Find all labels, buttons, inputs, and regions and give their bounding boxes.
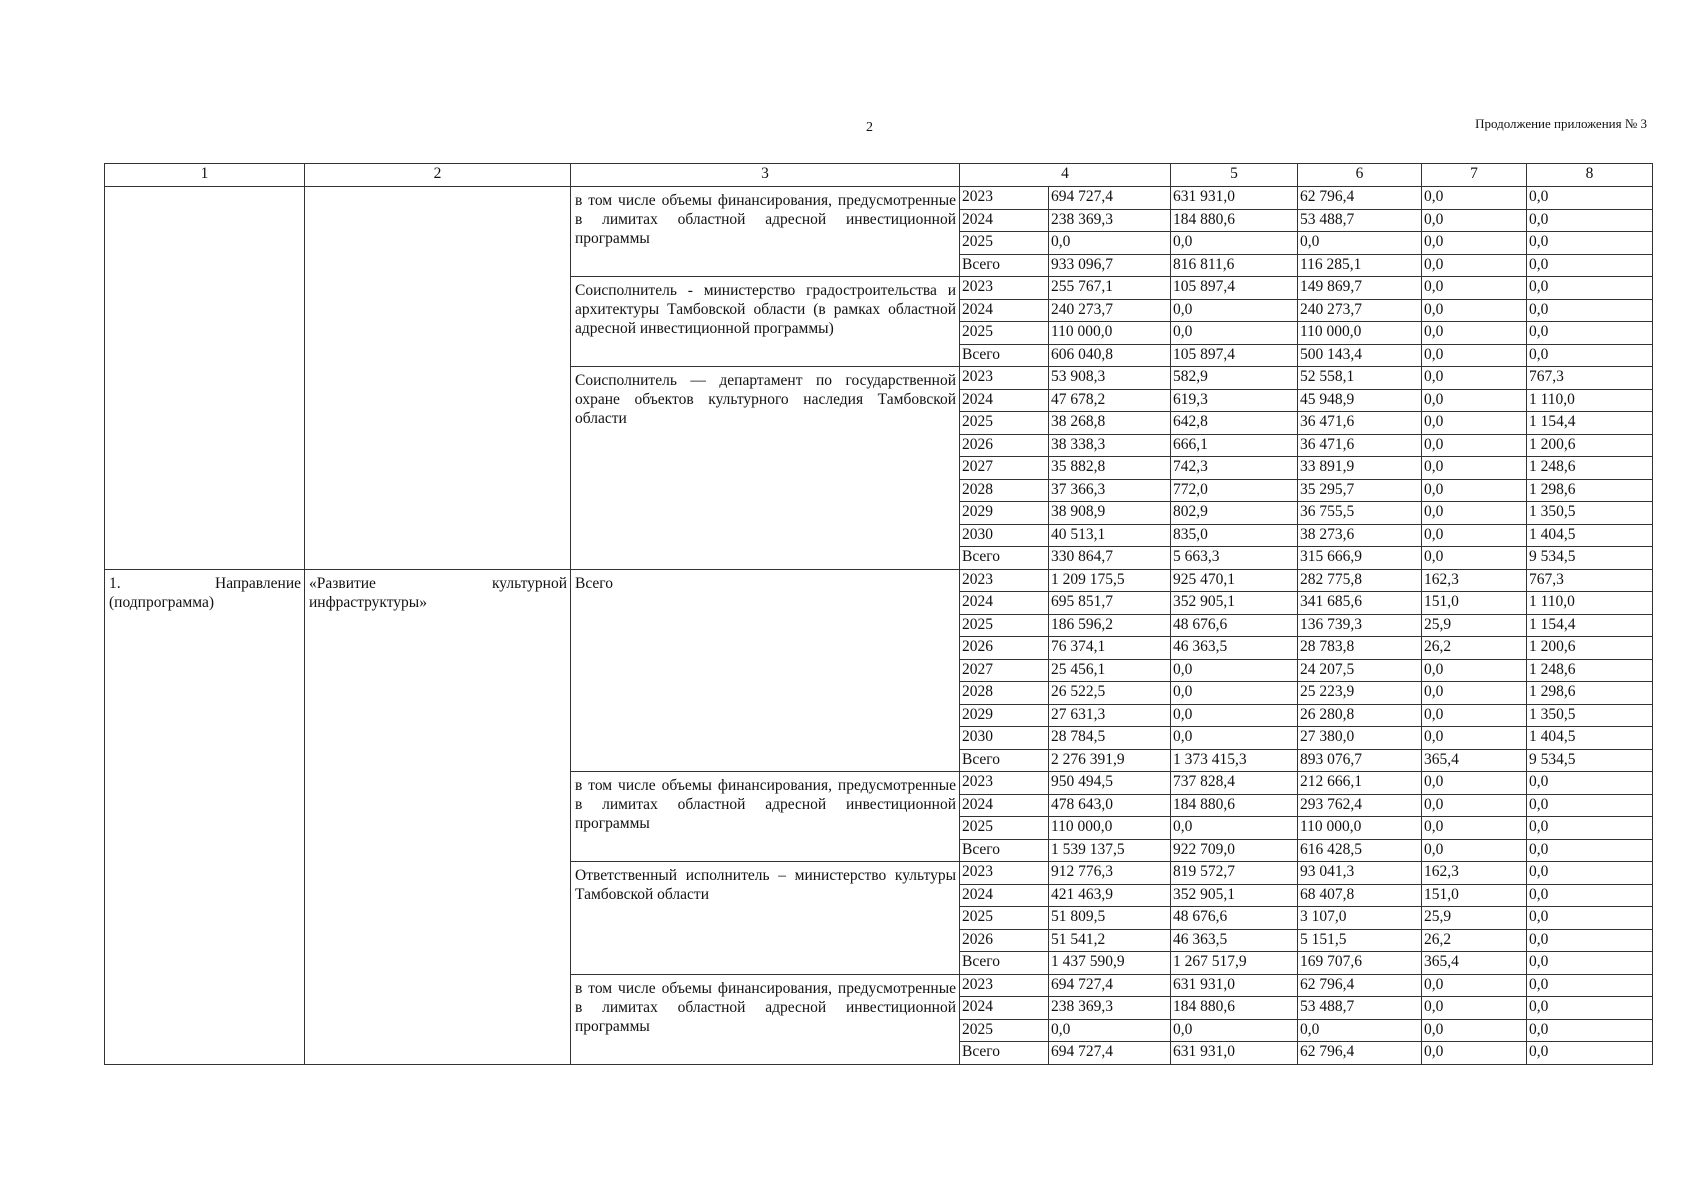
value-cell: 0,0 <box>1422 794 1527 817</box>
direction-name-cell: «Развитие культурной инфраструктуры» <box>305 569 571 1064</box>
year-cell: 2024 <box>960 299 1049 322</box>
value-cell: 619,3 <box>1171 389 1298 412</box>
year-cell: 2025 <box>960 412 1049 435</box>
value-cell: 105 897,4 <box>1171 277 1298 300</box>
value-cell: 0,0 <box>1049 232 1171 255</box>
value-cell: 0,0 <box>1171 1019 1298 1042</box>
value-cell: 9 534,5 <box>1527 547 1653 570</box>
value-cell: 184 880,6 <box>1171 794 1298 817</box>
value-cell: 694 727,4 <box>1049 187 1171 210</box>
value-cell: 1 437 590,9 <box>1049 952 1171 975</box>
value-cell: 184 880,6 <box>1171 997 1298 1020</box>
value-cell: 37 366,3 <box>1049 479 1171 502</box>
header-cell: 3 <box>571 164 960 187</box>
value-cell: 25,9 <box>1422 907 1527 930</box>
value-cell: 365,4 <box>1422 952 1527 975</box>
value-cell: 0,0 <box>1527 862 1653 885</box>
value-cell: 1 373 415,3 <box>1171 749 1298 772</box>
year-cell: 2025 <box>960 817 1049 840</box>
header-cell: 4 <box>960 164 1171 187</box>
value-cell: 0,0 <box>1422 232 1527 255</box>
value-cell: 0,0 <box>1527 1019 1653 1042</box>
value-cell: 922 709,0 <box>1171 839 1298 862</box>
header-cell: 1 <box>105 164 305 187</box>
value-cell: 28 783,8 <box>1298 637 1422 660</box>
value-cell: 0,0 <box>1527 952 1653 975</box>
value-cell: 240 273,7 <box>1049 299 1171 322</box>
value-cell: 352 905,1 <box>1171 884 1298 907</box>
value-cell: 1 404,5 <box>1527 727 1653 750</box>
value-cell: 26,2 <box>1422 637 1527 660</box>
value-cell: 105 897,4 <box>1171 344 1298 367</box>
value-cell: 0,0 <box>1527 817 1653 840</box>
direction-cell <box>105 187 305 570</box>
value-cell: 62 796,4 <box>1298 1042 1422 1065</box>
value-cell: 1 110,0 <box>1527 389 1653 412</box>
value-cell: 0,0 <box>1527 344 1653 367</box>
value-cell: 53 488,7 <box>1298 209 1422 232</box>
value-cell: 0,0 <box>1298 1019 1422 1042</box>
value-cell: 631 931,0 <box>1171 1042 1298 1065</box>
value-cell: 1 267 517,9 <box>1171 952 1298 975</box>
value-cell: 40 513,1 <box>1049 524 1171 547</box>
value-cell: 255 767,1 <box>1049 277 1171 300</box>
header-cell: 2 <box>305 164 571 187</box>
value-cell: 0,0 <box>1422 502 1527 525</box>
value-cell: 0,0 <box>1422 974 1527 997</box>
value-cell: 0,0 <box>1422 1042 1527 1065</box>
value-cell: 25 456,1 <box>1049 659 1171 682</box>
value-cell: 0,0 <box>1422 209 1527 232</box>
value-cell: 352 905,1 <box>1171 592 1298 615</box>
value-cell: 1 154,4 <box>1527 412 1653 435</box>
value-cell: 0,0 <box>1171 299 1298 322</box>
year-cell: Всего <box>960 952 1049 975</box>
value-cell: 1 200,6 <box>1527 637 1653 660</box>
value-cell: 1 248,6 <box>1527 457 1653 480</box>
value-cell: 631 931,0 <box>1171 187 1298 210</box>
value-cell: 0,0 <box>1422 524 1527 547</box>
value-cell: 802,9 <box>1171 502 1298 525</box>
page-number: 2 <box>866 120 873 135</box>
value-cell: 1 154,4 <box>1527 614 1653 637</box>
value-cell: 0,0 <box>1422 1019 1527 1042</box>
value-cell: 1 539 137,5 <box>1049 839 1171 862</box>
year-cell: Всего <box>960 839 1049 862</box>
year-cell: 2024 <box>960 389 1049 412</box>
value-cell: 767,3 <box>1527 569 1653 592</box>
value-cell: 0,0 <box>1527 794 1653 817</box>
value-cell: 816 811,6 <box>1171 254 1298 277</box>
header-cell: 6 <box>1298 164 1422 187</box>
year-cell: 2029 <box>960 704 1049 727</box>
year-cell: 2026 <box>960 434 1049 457</box>
value-cell: 151,0 <box>1422 884 1527 907</box>
value-cell: 38 908,9 <box>1049 502 1171 525</box>
value-cell: 0,0 <box>1422 322 1527 345</box>
value-cell: 0,0 <box>1527 929 1653 952</box>
value-cell: 28 784,5 <box>1049 727 1171 750</box>
year-cell: 2023 <box>960 367 1049 390</box>
header-cell: 5 <box>1171 164 1298 187</box>
value-cell: 0,0 <box>1171 322 1298 345</box>
group-label-cell: Соисполнитель - министерство градостроительства и архитектуры Тамбовской области (в рамках областной адресной инвестиционной программы) <box>571 277 960 367</box>
value-cell: 0,0 <box>1527 299 1653 322</box>
year-cell: 2025 <box>960 614 1049 637</box>
value-cell: 1 110,0 <box>1527 592 1653 615</box>
value-cell: 500 143,4 <box>1298 344 1422 367</box>
value-cell: 0,0 <box>1422 367 1527 390</box>
value-cell: 0,0 <box>1422 389 1527 412</box>
year-cell: 2025 <box>960 232 1049 255</box>
value-cell: 110 000,0 <box>1298 322 1422 345</box>
value-cell: 933 096,7 <box>1049 254 1171 277</box>
value-cell: 582,9 <box>1171 367 1298 390</box>
value-cell: 212 666,1 <box>1298 772 1422 795</box>
value-cell: 0,0 <box>1422 772 1527 795</box>
year-cell: 2023 <box>960 974 1049 997</box>
value-cell: 0,0 <box>1422 997 1527 1020</box>
value-cell: 62 796,4 <box>1298 974 1422 997</box>
year-cell: 2028 <box>960 682 1049 705</box>
value-cell: 2 276 391,9 <box>1049 749 1171 772</box>
value-cell: 26 522,5 <box>1049 682 1171 705</box>
value-cell: 0,0 <box>1527 997 1653 1020</box>
value-cell: 0,0 <box>1049 1019 1171 1042</box>
value-cell: 169 707,6 <box>1298 952 1422 975</box>
year-cell: 2024 <box>960 794 1049 817</box>
value-cell: 365,4 <box>1422 749 1527 772</box>
group-label-cell: в том числе объемы финансирования, предусмотренные в лимитах областной адресной инвестиционной программы <box>571 772 960 862</box>
value-cell: 0,0 <box>1422 817 1527 840</box>
value-cell: 45 948,9 <box>1298 389 1422 412</box>
value-cell: 68 407,8 <box>1298 884 1422 907</box>
value-cell: 1 350,5 <box>1527 704 1653 727</box>
value-cell: 110 000,0 <box>1049 322 1171 345</box>
year-cell: Всего <box>960 547 1049 570</box>
value-cell: 35 882,8 <box>1049 457 1171 480</box>
value-cell: 694 727,4 <box>1049 974 1171 997</box>
value-cell: 1 209 175,5 <box>1049 569 1171 592</box>
value-cell: 46 363,5 <box>1171 637 1298 660</box>
value-cell: 0,0 <box>1527 1042 1653 1065</box>
value-cell: 912 776,3 <box>1049 862 1171 885</box>
value-cell: 35 295,7 <box>1298 479 1422 502</box>
value-cell: 819 572,7 <box>1171 862 1298 885</box>
value-cell: 0,0 <box>1171 232 1298 255</box>
value-cell: 36 755,5 <box>1298 502 1422 525</box>
value-cell: 0,0 <box>1422 277 1527 300</box>
year-cell: 2023 <box>960 187 1049 210</box>
value-cell: 38 338,3 <box>1049 434 1171 457</box>
value-cell: 0,0 <box>1298 232 1422 255</box>
year-cell: 2023 <box>960 569 1049 592</box>
value-cell: 238 369,3 <box>1049 209 1171 232</box>
year-cell: 2030 <box>960 524 1049 547</box>
value-cell: 421 463,9 <box>1049 884 1171 907</box>
year-cell: 2023 <box>960 772 1049 795</box>
value-cell: 33 891,9 <box>1298 457 1422 480</box>
value-cell: 0,0 <box>1422 547 1527 570</box>
value-cell: 293 762,4 <box>1298 794 1422 817</box>
year-cell: Всего <box>960 1042 1049 1065</box>
value-cell: 240 273,7 <box>1298 299 1422 322</box>
value-cell: 136 739,3 <box>1298 614 1422 637</box>
value-cell: 151,0 <box>1422 592 1527 615</box>
year-cell: 2024 <box>960 592 1049 615</box>
value-cell: 38 268,8 <box>1049 412 1171 435</box>
value-cell: 330 864,7 <box>1049 547 1171 570</box>
value-cell: 0,0 <box>1422 682 1527 705</box>
value-cell: 0,0 <box>1422 434 1527 457</box>
year-cell: 2029 <box>960 502 1049 525</box>
group-label-cell: в том числе объемы финансирования, предусмотренные в лимитах областной адресной инвестиционной программы <box>571 187 960 277</box>
value-cell: 0,0 <box>1171 682 1298 705</box>
value-cell: 162,3 <box>1422 569 1527 592</box>
value-cell: 110 000,0 <box>1049 817 1171 840</box>
value-cell: 0,0 <box>1171 817 1298 840</box>
value-cell: 25,9 <box>1422 614 1527 637</box>
value-cell: 52 558,1 <box>1298 367 1422 390</box>
value-cell: 0,0 <box>1422 727 1527 750</box>
value-cell: 666,1 <box>1171 434 1298 457</box>
value-cell: 0,0 <box>1422 659 1527 682</box>
value-cell: 282 775,8 <box>1298 569 1422 592</box>
year-cell: 2023 <box>960 277 1049 300</box>
value-cell: 93 041,3 <box>1298 862 1422 885</box>
year-cell: Всего <box>960 344 1049 367</box>
value-cell: 36 471,6 <box>1298 434 1422 457</box>
value-cell: 606 040,8 <box>1049 344 1171 367</box>
value-cell: 0,0 <box>1422 187 1527 210</box>
value-cell: 767,3 <box>1527 367 1653 390</box>
value-cell: 48 676,6 <box>1171 907 1298 930</box>
table-row <box>105 569 1653 592</box>
value-cell: 0,0 <box>1527 974 1653 997</box>
value-cell: 631 931,0 <box>1171 974 1298 997</box>
header-cell: 7 <box>1422 164 1527 187</box>
value-cell: 1 298,6 <box>1527 682 1653 705</box>
value-cell: 893 076,7 <box>1298 749 1422 772</box>
value-cell: 478 643,0 <box>1049 794 1171 817</box>
value-cell: 9 534,5 <box>1527 749 1653 772</box>
value-cell: 772,0 <box>1171 479 1298 502</box>
year-cell: 2026 <box>960 929 1049 952</box>
value-cell: 53 488,7 <box>1298 997 1422 1020</box>
year-cell: 2028 <box>960 479 1049 502</box>
direction-cell: 1. Направление (подпрограмма) <box>105 569 305 1064</box>
value-cell: 1 404,5 <box>1527 524 1653 547</box>
value-cell: 0,0 <box>1527 772 1653 795</box>
value-cell: 36 471,6 <box>1298 412 1422 435</box>
year-cell: 2027 <box>960 457 1049 480</box>
financing-table <box>104 163 1653 1065</box>
value-cell: 835,0 <box>1171 524 1298 547</box>
value-cell: 0,0 <box>1527 907 1653 930</box>
value-cell: 0,0 <box>1527 209 1653 232</box>
value-cell: 48 676,6 <box>1171 614 1298 637</box>
header-row <box>105 164 1653 187</box>
value-cell: 0,0 <box>1527 322 1653 345</box>
year-cell: 2030 <box>960 727 1049 750</box>
value-cell: 1 200,6 <box>1527 434 1653 457</box>
value-cell: 5 663,3 <box>1171 547 1298 570</box>
value-cell: 0,0 <box>1422 344 1527 367</box>
value-cell: 110 000,0 <box>1298 817 1422 840</box>
year-cell: 2024 <box>960 997 1049 1020</box>
value-cell: 616 428,5 <box>1298 839 1422 862</box>
value-cell: 76 374,1 <box>1049 637 1171 660</box>
value-cell: 24 207,5 <box>1298 659 1422 682</box>
group-label-cell: в том числе объемы финансирования, предусмотренные в лимитах областной адресной инвестиционной программы <box>571 974 960 1064</box>
value-cell: 0,0 <box>1171 659 1298 682</box>
value-cell: 0,0 <box>1171 704 1298 727</box>
year-cell: 2026 <box>960 637 1049 660</box>
year-cell: 2025 <box>960 1019 1049 1042</box>
value-cell: 47 678,2 <box>1049 389 1171 412</box>
value-cell: 116 285,1 <box>1298 254 1422 277</box>
value-cell: 53 908,3 <box>1049 367 1171 390</box>
value-cell: 0,0 <box>1422 457 1527 480</box>
value-cell: 27 631,3 <box>1049 704 1171 727</box>
value-cell: 0,0 <box>1527 839 1653 862</box>
value-cell: 737 828,4 <box>1171 772 1298 795</box>
value-cell: 0,0 <box>1527 254 1653 277</box>
value-cell: 162,3 <box>1422 862 1527 885</box>
value-cell: 642,8 <box>1171 412 1298 435</box>
value-cell: 0,0 <box>1527 232 1653 255</box>
year-cell: 2025 <box>960 322 1049 345</box>
value-cell: 0,0 <box>1422 839 1527 862</box>
value-cell: 742,3 <box>1171 457 1298 480</box>
group-label-cell: Ответственный исполнитель – министерство культуры Тамбовской области <box>571 862 960 975</box>
group-label-cell: Всего <box>571 569 960 772</box>
header-cell: 8 <box>1527 164 1653 187</box>
year-cell: 2024 <box>960 209 1049 232</box>
value-cell: 1 298,6 <box>1527 479 1653 502</box>
value-cell: 0,0 <box>1527 277 1653 300</box>
value-cell: 0,0 <box>1422 254 1527 277</box>
value-cell: 695 851,7 <box>1049 592 1171 615</box>
value-cell: 0,0 <box>1527 884 1653 907</box>
year-cell: 2024 <box>960 884 1049 907</box>
year-cell: Всего <box>960 254 1049 277</box>
value-cell: 184 880,6 <box>1171 209 1298 232</box>
value-cell: 0,0 <box>1422 704 1527 727</box>
value-cell: 46 363,5 <box>1171 929 1298 952</box>
value-cell: 149 869,7 <box>1298 277 1422 300</box>
value-cell: 0,0 <box>1171 727 1298 750</box>
value-cell: 25 223,9 <box>1298 682 1422 705</box>
value-cell: 1 248,6 <box>1527 659 1653 682</box>
value-cell: 315 666,9 <box>1298 547 1422 570</box>
value-cell: 62 796,4 <box>1298 187 1422 210</box>
year-cell: 2027 <box>960 659 1049 682</box>
value-cell: 5 151,5 <box>1298 929 1422 952</box>
value-cell: 51 809,5 <box>1049 907 1171 930</box>
value-cell: 925 470,1 <box>1171 569 1298 592</box>
value-cell: 238 369,3 <box>1049 997 1171 1020</box>
year-cell: 2023 <box>960 862 1049 885</box>
value-cell: 26 280,8 <box>1298 704 1422 727</box>
year-cell: 2025 <box>960 907 1049 930</box>
value-cell: 0,0 <box>1527 187 1653 210</box>
value-cell: 694 727,4 <box>1049 1042 1171 1065</box>
value-cell: 950 494,5 <box>1049 772 1171 795</box>
value-cell: 38 273,6 <box>1298 524 1422 547</box>
appendix-note: Продолжение приложения № 3 <box>1475 116 1647 131</box>
value-cell: 0,0 <box>1422 299 1527 322</box>
value-cell: 0,0 <box>1422 412 1527 435</box>
value-cell: 186 596,2 <box>1049 614 1171 637</box>
table-row <box>105 187 1653 210</box>
value-cell: 0,0 <box>1422 479 1527 502</box>
group-label-cell: Соисполнитель — департамент по государственной охране объектов культурного наследия Тамбовской области <box>571 367 960 570</box>
year-cell: Всего <box>960 749 1049 772</box>
value-cell: 341 685,6 <box>1298 592 1422 615</box>
value-cell: 1 350,5 <box>1527 502 1653 525</box>
value-cell: 3 107,0 <box>1298 907 1422 930</box>
value-cell: 27 380,0 <box>1298 727 1422 750</box>
direction-name-cell <box>305 187 571 570</box>
value-cell: 51 541,2 <box>1049 929 1171 952</box>
value-cell: 26,2 <box>1422 929 1527 952</box>
